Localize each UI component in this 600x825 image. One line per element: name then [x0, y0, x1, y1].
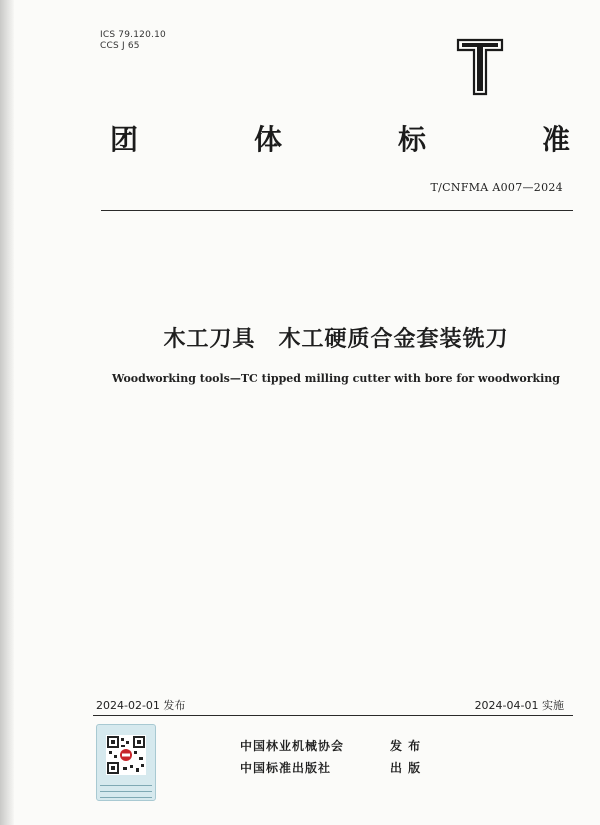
- bottom-divider: [93, 715, 573, 716]
- scan-edge: [0, 0, 14, 825]
- top-divider: [101, 210, 573, 211]
- publisher-row: [240, 737, 422, 754]
- publisher-role: 发 布: [390, 739, 422, 753]
- publisher-org: 中国标准出版社: [240, 761, 332, 775]
- category-char: 体: [253, 123, 282, 156]
- issue-date: 2024-02-01 发布: [96, 699, 186, 712]
- publisher-role: 出 版: [390, 761, 422, 775]
- category-char: 准: [541, 123, 570, 156]
- label-fine-print: [100, 780, 152, 798]
- standard-number: T/CNFMA A007—2024: [430, 181, 563, 194]
- qr-code-icon: [106, 735, 146, 775]
- category-title: [110, 118, 570, 158]
- chinese-title: 木工刀具 木工硬质合金套装铣刀: [163, 327, 509, 352]
- english-title: Woodworking tools—TC tipped milling cutter with bore for woodworking: [112, 372, 560, 385]
- implementation-date: 2024-04-01 实施: [474, 699, 564, 712]
- category-char: 团: [110, 123, 139, 156]
- classification-codes: [100, 30, 166, 52]
- anti-counterfeit-label: [96, 724, 156, 801]
- publisher-row: [240, 759, 422, 776]
- ccs-code: CCS J 65: [100, 41, 140, 51]
- category-char: 标: [397, 123, 426, 156]
- ics-code: ICS 79.120.10: [100, 30, 166, 40]
- publisher-org: 中国林业机械协会: [240, 739, 345, 753]
- large-t-icon: [456, 38, 504, 96]
